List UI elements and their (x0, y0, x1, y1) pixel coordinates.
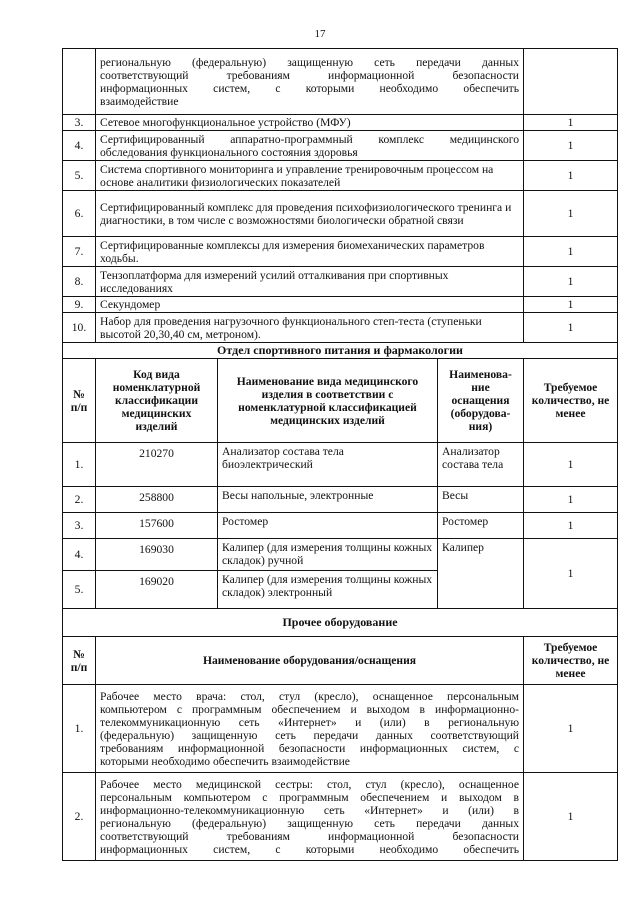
item-description (96, 313, 524, 343)
row-number: 5. (63, 571, 96, 609)
table-row (63, 487, 618, 513)
device-name: Весы напольные, электронные (218, 487, 438, 513)
column-header-qty: Требуемое количество, не менее (524, 359, 618, 443)
equipment-table (62, 48, 618, 861)
row-number: 6. (63, 191, 96, 237)
table-row (63, 191, 618, 237)
row-number: 9. (63, 297, 96, 313)
text-line: информационно-телекоммуникационную сеть «Интернет» и (или) в (100, 803, 520, 817)
text-line: обследования функционального состояния здоровья (100, 145, 358, 159)
row-number: 8. (63, 267, 96, 297)
classification-code: 210270 (96, 443, 218, 487)
header-row (63, 359, 618, 443)
row-number: 2. (63, 773, 96, 861)
item-description (96, 131, 524, 161)
section-row (63, 609, 618, 637)
column-header-qty: Требуемое количество, не менее (524, 637, 618, 685)
section-row (63, 343, 618, 359)
item-description (96, 161, 524, 191)
item-quantity: 1 (524, 487, 618, 513)
row-number: 3. (63, 115, 96, 131)
text-line: компьютером с программным обеспечением и выходом в информационно- (100, 702, 520, 716)
item-description (96, 49, 524, 115)
item-description (96, 191, 524, 237)
text-line: Рабочее место медицинской сестры: стол, стул (кресло), оснащенное (100, 777, 520, 791)
row-number (63, 49, 96, 115)
text-line: которыми необходимо обеспечить взаимодействие (100, 754, 350, 768)
item-quantity: 1 (524, 685, 618, 773)
row-number: 2. (63, 487, 96, 513)
table-row (63, 313, 618, 343)
column-header-num: № п/п (63, 359, 96, 443)
section-title: Отдел спортивного питания и фармакологии (63, 343, 618, 359)
row-number: 3. (63, 513, 96, 539)
item-quantity (524, 49, 618, 115)
text-line: Тензоплатформа для измерений усилий отталкивания при спортивных исследованиях (100, 268, 449, 295)
text-line: Сертифицированные комплексы для измерения биомеханических параметров ходьбы. (100, 238, 485, 265)
column-header-num: № п/п (63, 637, 96, 685)
classification-code: 157600 (96, 513, 218, 539)
item-quantity: 1 (524, 513, 618, 539)
row-number: 5. (63, 161, 96, 191)
item-quantity: 1 (524, 773, 618, 861)
text-line: соответствующий требованиям информационной безопасности (100, 68, 520, 82)
item-quantity: 1 (524, 297, 618, 313)
table-row (63, 49, 618, 115)
text-line: телекоммуникационную сеть «Интернет» и (или) в региональную (100, 715, 520, 729)
row-number: 1. (63, 443, 96, 487)
item-quantity: 1 (524, 161, 618, 191)
item-quantity: 1 (524, 237, 618, 267)
item-description (96, 115, 524, 131)
table-row (63, 685, 618, 773)
text-line: информационных систем, с которыми необходимо обеспечить (100, 842, 520, 856)
text-line: взаимодействие (100, 94, 179, 108)
text-line: региональную (федеральную) защищенную сеть передачи данных (100, 55, 520, 69)
device-name: Анализатор состава тела биоэлектрический (218, 443, 438, 487)
text-line: (федеральную) защищенную сеть передачи данных соответствующий (100, 728, 520, 742)
item-description (96, 297, 524, 313)
device-name: Ростомер (218, 513, 438, 539)
device-name: Калипер (для измерения толщины кожных складок) ручной (218, 539, 438, 571)
column-header-name: Наименование оборудования/оснащения (96, 637, 524, 685)
text-line: соответствующий требованиям информационной безопасности (100, 829, 520, 843)
table-row (63, 237, 618, 267)
equipment-name: Ростомер (438, 513, 524, 539)
item-quantity: 1 (524, 115, 618, 131)
section-title: Прочее оборудование (63, 609, 618, 637)
equipment-name: Анализатор состава тела (438, 443, 524, 487)
table-row (63, 297, 618, 313)
header-row (63, 637, 618, 685)
text-line: Набор для проведения нагрузочного функционального степ-теста (ступеньки высотой 20,30,40 см, метроном). (100, 314, 482, 341)
item-quantity: 1 (524, 539, 618, 609)
table-row (63, 161, 618, 191)
table-row (63, 513, 618, 539)
table-row (63, 267, 618, 297)
equipment-name: Весы (438, 487, 524, 513)
classification-code: 169020 (96, 571, 218, 609)
classification-code: 258800 (96, 487, 218, 513)
table-row (63, 115, 618, 131)
column-header-name: Наименование вида медицинского изделия в соответствии с номенклатурной классификацией медицинских изделий (218, 359, 438, 443)
item-description (96, 267, 524, 297)
table-row (63, 443, 618, 487)
text-line: требованиям информационной безопасности информационных систем, с (100, 741, 520, 755)
table-row (63, 131, 618, 161)
device-name: Калипер (для измерения толщины кожных складок) электронный (218, 571, 438, 609)
text-line: Система спортивного мониторинга и управление тренировочным процессом на основе аналитики физиологических показателей (100, 162, 494, 189)
item-description (96, 685, 524, 773)
text-line: Сертифицированный комплекс для проведения психофизиологического тренинга и диагностики, в том числе с возможностями биологически обратной связи (100, 200, 512, 227)
row-number: 4. (63, 131, 96, 161)
item-quantity: 1 (524, 443, 618, 487)
classification-code: 169030 (96, 539, 218, 571)
column-header-code: Код вида номенклатурной классификации медицинских изделий (96, 359, 218, 443)
row-number: 1. (63, 685, 96, 773)
equipment-name: Калипер (438, 539, 524, 609)
table-row (63, 539, 618, 571)
text-line: Секундомер (100, 298, 161, 311)
row-number: 7. (63, 237, 96, 267)
item-quantity: 1 (524, 267, 618, 297)
column-header-equip: Наименова-ние оснащения (оборудова-ния) (438, 359, 524, 443)
text-line: информационных систем, с которыми необходимо обеспечить (100, 81, 520, 95)
table-row (63, 773, 618, 861)
row-number: 4. (63, 539, 96, 571)
item-quantity: 1 (524, 191, 618, 237)
row-number: 10. (63, 313, 96, 343)
text-line: Сетевое многофункциональное устройство (МФУ) (100, 116, 351, 129)
item-quantity: 1 (524, 313, 618, 343)
item-description (96, 237, 524, 267)
text-line: региональную (федеральную) защищенную сеть передачи данных (100, 816, 520, 830)
page-number: 17 (314, 28, 326, 40)
item-quantity: 1 (524, 131, 618, 161)
item-description (96, 773, 524, 861)
text-line: Сертифицированный аппаратно-программный комплекс медицинского (100, 132, 520, 146)
text-line: Рабочее место врача: стол, стул (кресло), оснащенное персональным (100, 689, 520, 703)
text-line: персональным компьютером с программным обеспечением и выходом в (100, 790, 520, 804)
